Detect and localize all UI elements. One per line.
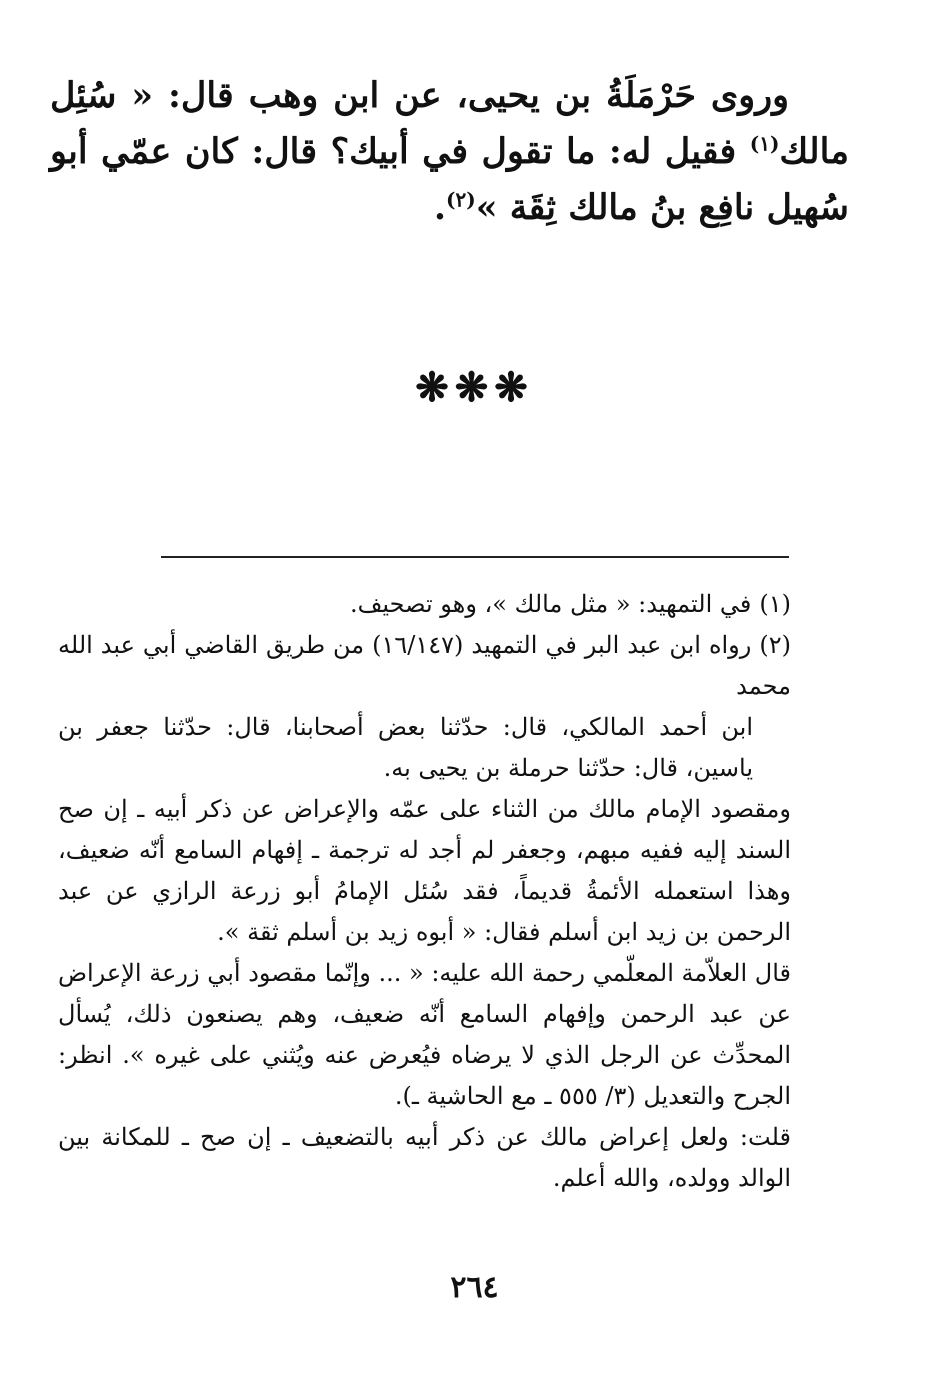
page-number: ٢٦٤ [450, 1270, 499, 1305]
main-text-part1: وروى حَرْمَلَةُ بن يحيى، عن ابن وهب قال: « سُئِل مالك [50, 75, 849, 172]
footnote-text: في التمهيد: « مثل مالك »، وهو تصحيف. [349, 590, 752, 618]
main-text-part2: فقيل له: ما تقول في أبيك؟ قال: كان عمّي أبو سُهيل نافِع بنُ مالك ثِقَة » [50, 131, 849, 228]
footnote-1 [58, 584, 791, 625]
footnote-text: ابن أحمد المالكي، قال: حدّثنا بعض أصحابنا، قال: حدّثنا جعفر بن ياسين، قال: حدّثنا حرملة بن يحيى به. [58, 713, 753, 782]
footnote-ref-2: (٢) [446, 187, 476, 212]
footnotes-section [58, 584, 791, 1199]
footnote-2-paragraph-2 [58, 789, 791, 953]
footnote-number: (١) [759, 590, 791, 618]
footnote-text: قال العلاّمة المعلّمي رحمة الله عليه: « ... وإنّما مقصود أبي زرعة الإعراض عن عبد الرحمن وإفهام السامع أنّه ضعيف، وهم يصنعون ذلك، يُسأل المحدِّث عن الرجل الذي لا يرضاه فيُعرض عنه ويُثني على غيره ». انظر: الجرح والتعديل (٣/ ٥٥٥ ـ مع الحاشية ـ). [58, 959, 791, 1110]
footnote-2-continuation [58, 707, 753, 789]
footnote-text: رواه ابن عبد البر في التمهيد (١٦/١٤٧) من طريق القاضي أبي عبد الله محمد [58, 631, 791, 700]
footnote-text: قلت: ولعل إعراض مالك عن ذكر أبيه بالتضعيف ـ إن صح ـ للمكانة بين الوالد وولده، والله أعلم. [58, 1123, 791, 1192]
footnote-ref-1: (١) [749, 131, 780, 156]
section-separator: ❋❋❋ [415, 364, 534, 411]
main-text-end: . [433, 187, 447, 228]
footnote-divider [161, 556, 789, 558]
footnote-number: (٢) [759, 631, 792, 659]
main-paragraph [50, 68, 849, 236]
footnote-2-paragraph-4 [58, 1117, 791, 1199]
footnote-text: ومقصود الإمام مالك من الثناء على عمّه والإعراض عن ذكر أبيه ـ إن صح السند إليه ففيه مبهم، وجعفر لم أجد له ترجمة ـ إفهام السامع أنّه ضعيف، وهذا استعمله الأئمةُ قديماً، فقد سُئل الإمامُ أبو زرعة الرازي عن عبد الرحمن بن زيد ابن أسلم فقال: « أبوه زيد بن أسلم ثقة ». [58, 795, 791, 946]
footnote-2-paragraph-3 [58, 953, 791, 1117]
footnote-2 [58, 625, 791, 707]
main-paragraph-text [50, 68, 849, 236]
